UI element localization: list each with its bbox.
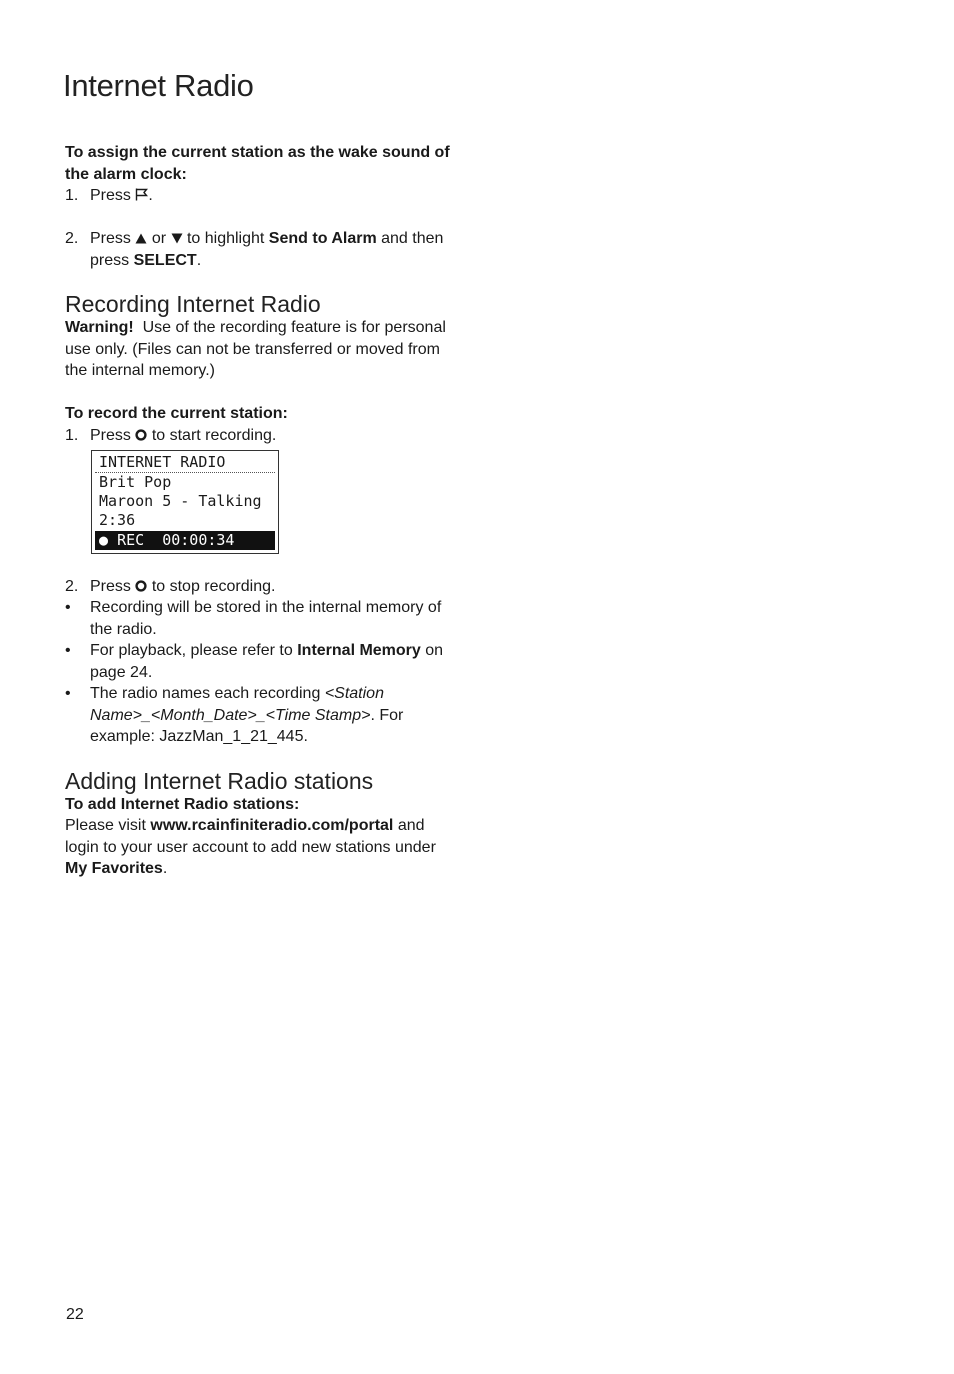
- adding-heading: Adding Internet Radio stations: [65, 767, 374, 794]
- alarm-step-1: 1. Press .: [65, 185, 457, 207]
- list-item: • Recording will be stored in the internal memory of the radio.: [65, 599, 442, 638]
- list-item: • The radio names each recording <Station Name>_<Month_Date>_<Time Stamp>. For example: JazzMan_1_21_445.: [65, 685, 404, 745]
- adding-subheading: To add Internet Radio stations:: [65, 795, 300, 813]
- screen-header: INTERNET RADIO: [95, 453, 275, 473]
- warning-paragraph: Warning! Use of the recording feature is for personal use only. (Files can not be transferred or moved from the internal memory.): [65, 319, 446, 379]
- list-item: • For playback, please refer to Internal Memory on page 24.: [65, 642, 444, 681]
- rec-label: REC: [117, 531, 145, 549]
- screen-duration: 2:36: [99, 511, 136, 529]
- preset-flag-icon: [135, 188, 148, 201]
- recording-heading: Recording Internet Radio: [65, 291, 321, 317]
- rec-dot: ●: [99, 531, 109, 549]
- screen-station: Brit Pop: [99, 473, 172, 491]
- screen-rec-bar: [95, 531, 275, 550]
- record-step-1: 1. Press to start recording.: [65, 425, 457, 447]
- alarm-step-2: 2. Press or to highlight Send to Alarm and then press SELECT.: [65, 230, 444, 269]
- record-circle-icon: [135, 429, 147, 441]
- radio-display-screen: [91, 450, 279, 554]
- rec-timer: 00:00:34: [162, 531, 235, 549]
- step-number: 1.: [65, 426, 79, 444]
- warning-label: Warning!: [65, 319, 134, 336]
- record-subheading: To record the current station:: [65, 405, 288, 422]
- down-triangle-icon: [171, 233, 183, 244]
- portal-url: www.rcainfiniteradio.com/portal: [150, 817, 394, 834]
- alarm-heading: To assign the current station as the wake sound of the alarm clock:: [65, 144, 450, 183]
- record-circle-icon: [135, 580, 147, 592]
- step-number: 1.: [65, 187, 79, 204]
- record-step-2: 2. Press to stop recording.: [65, 576, 457, 598]
- content-column: [65, 142, 457, 880]
- screen-track: Maroon 5 - Talking: [99, 492, 262, 510]
- step-number: 2.: [65, 230, 79, 247]
- up-triangle-icon: [135, 233, 147, 244]
- step-number: 2.: [65, 577, 79, 595]
- page-title: Internet Radio: [63, 68, 254, 103]
- adding-paragraph: Please visit www.rcainfiniteradio.com/portal and login to your user account to add new stations under My Favorites.: [65, 817, 436, 877]
- page-number: 22: [66, 1306, 84, 1323]
